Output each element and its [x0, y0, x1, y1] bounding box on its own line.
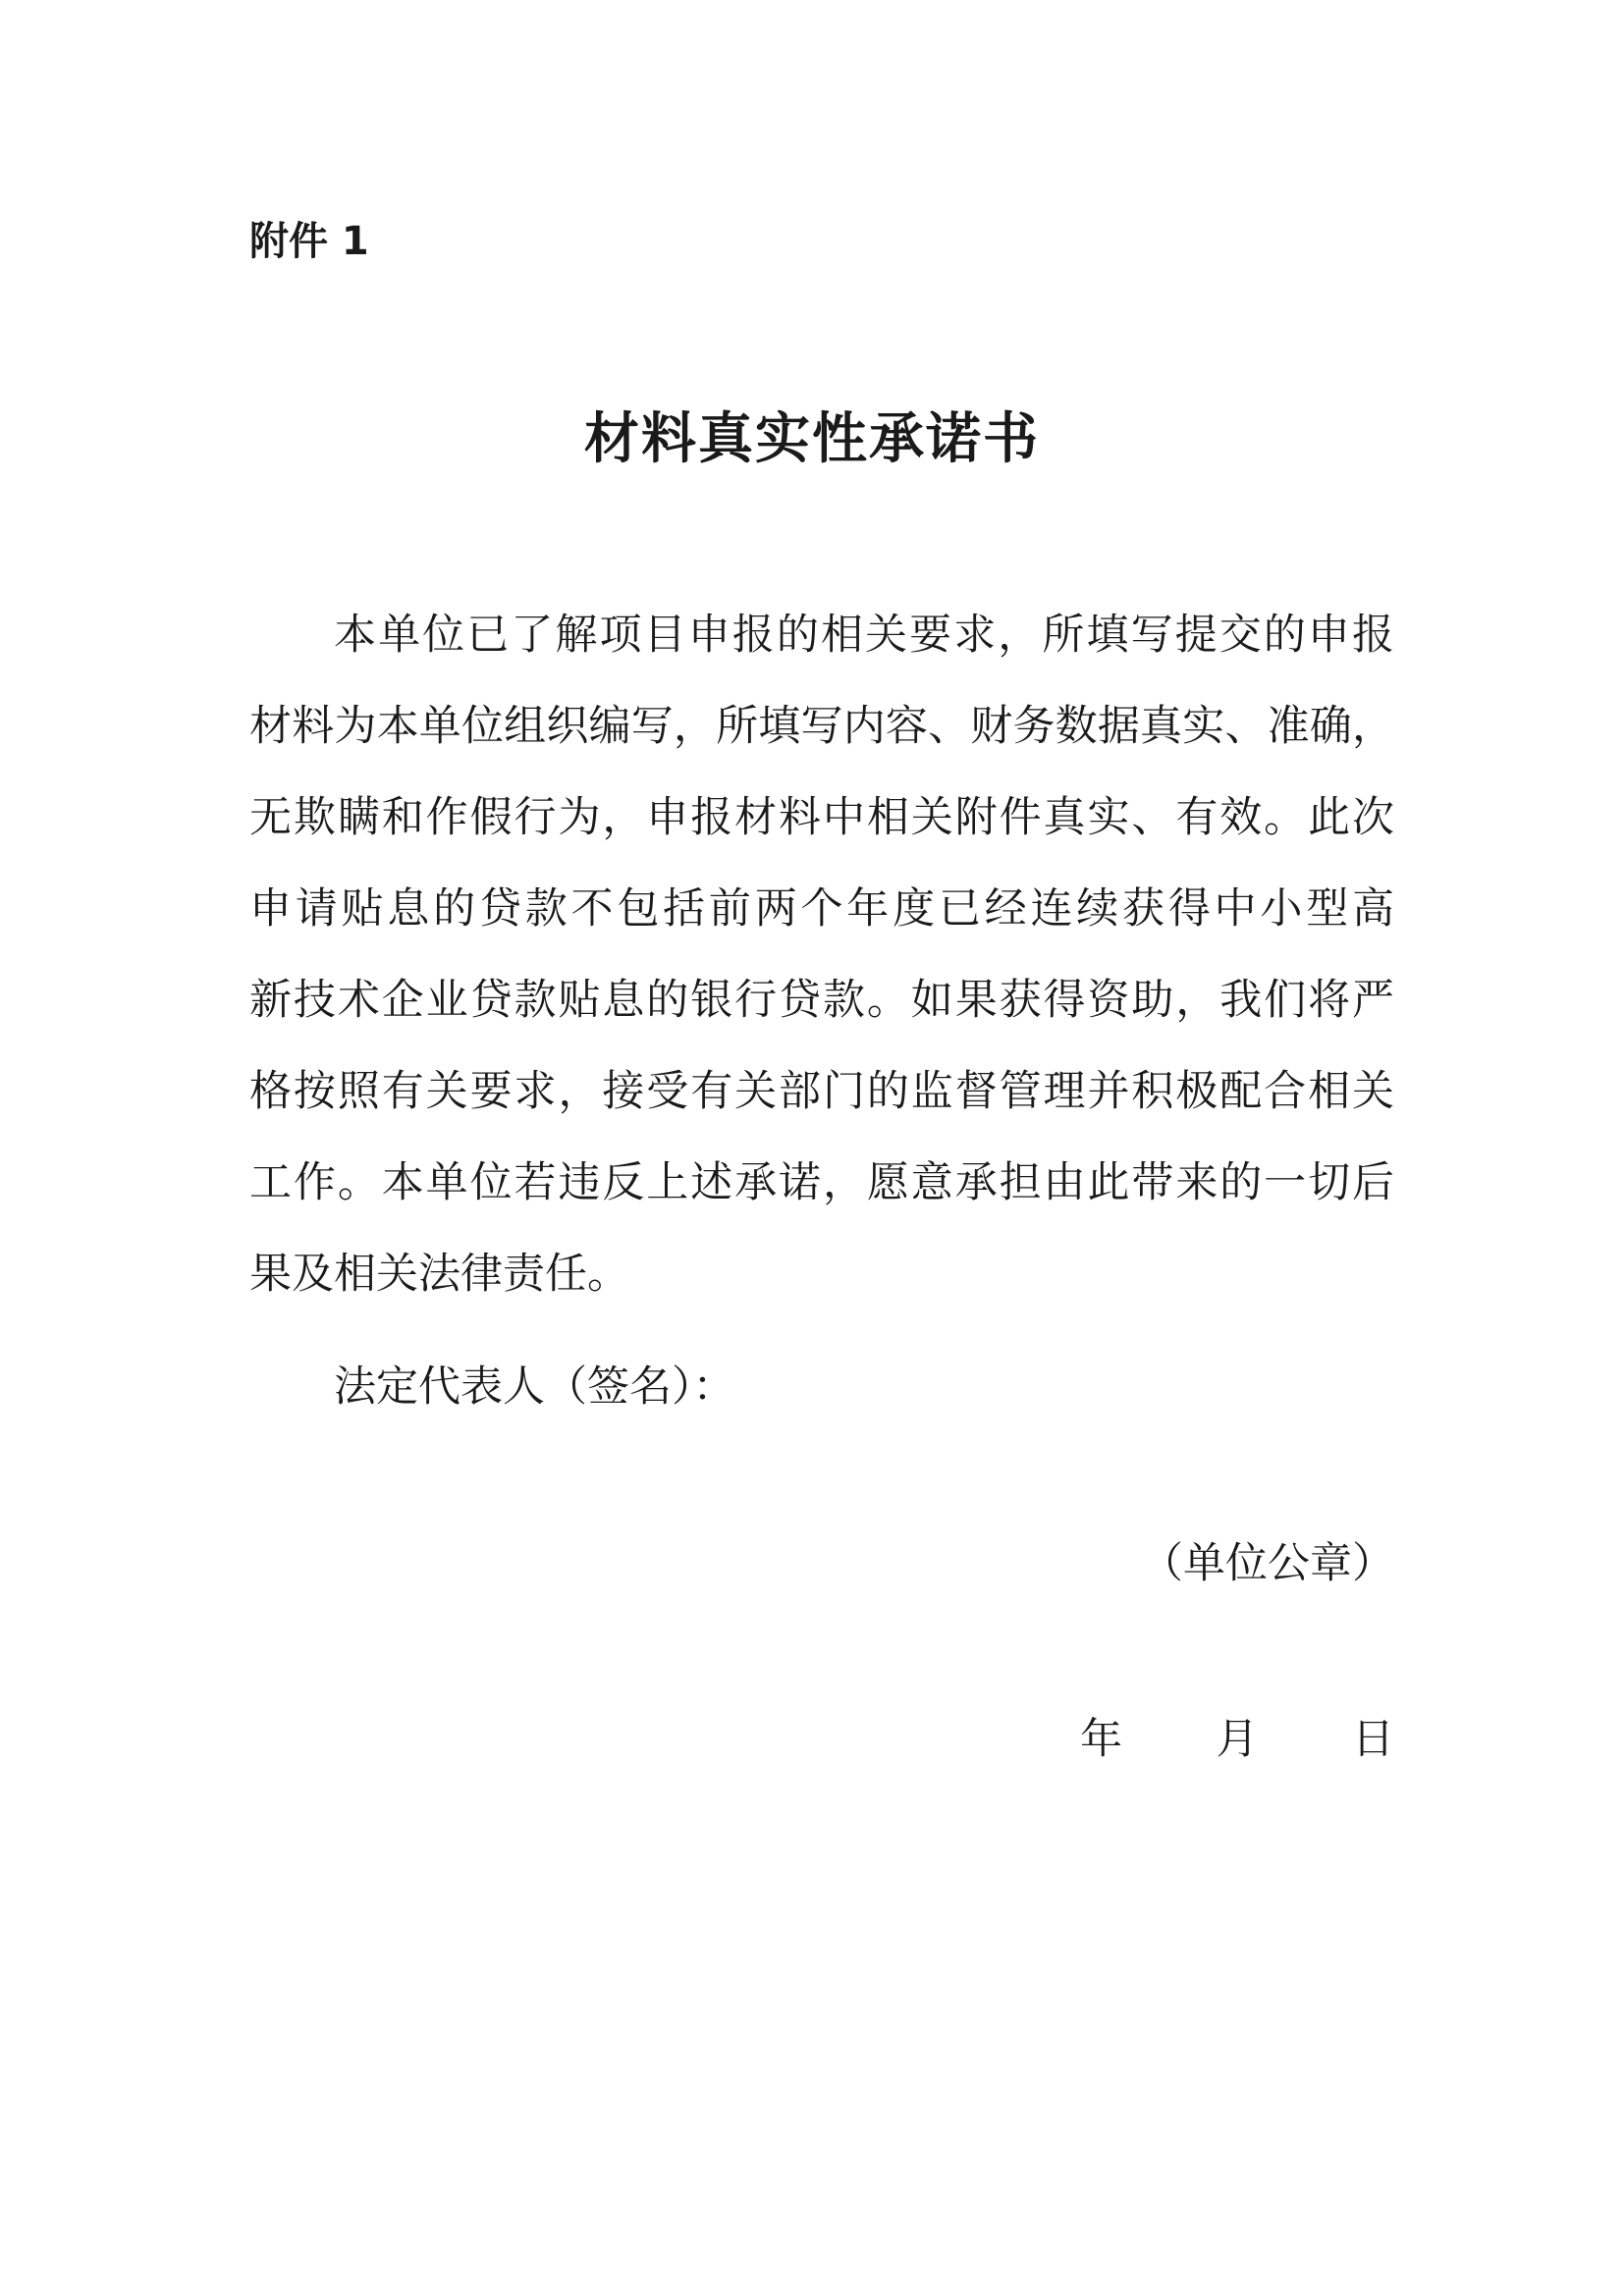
- body-line: 格按照有关要求，接受有关部门的监督管理并积极配合相关: [249, 1067, 1394, 1116]
- document-title: 材料真实性承诺书: [584, 407, 1040, 471]
- unit-seal-label: （单位公章）: [1141, 1539, 1394, 1588]
- body-line: 本单位已了解项目申报的相关要求，所填写提交的申报: [334, 611, 1394, 660]
- commitment-body: [249, 590, 1394, 1320]
- body-line: 材料为本单位组织编写，所填写内容、财务数据真实、准确，: [249, 702, 1394, 751]
- date-month: 月: [1216, 1715, 1259, 1764]
- body-line: 果及相关法律责任。: [249, 1250, 629, 1299]
- body-line: 无欺瞒和作假行为，申报材料中相关附件真实、有效。此次: [249, 793, 1394, 842]
- body-line: 新技术企业贷款贴息的银行贷款。如果获得资助，我们将严: [249, 976, 1394, 1025]
- legal-representative-signature-label: 法定代表人（签名）：: [334, 1362, 735, 1412]
- body-line: 申请贴息的贷款不包括前两个年度已经连续获得中小型高: [249, 884, 1394, 934]
- attachment-label: 附件 1: [249, 219, 369, 264]
- date-line: [1080, 1710, 1394, 1769]
- date-year: 年: [1080, 1715, 1122, 1764]
- body-line: 工作。本单位若违反上述承诺，愿意承担由此带来的一切后: [249, 1158, 1394, 1207]
- date-day: 日: [1352, 1715, 1394, 1764]
